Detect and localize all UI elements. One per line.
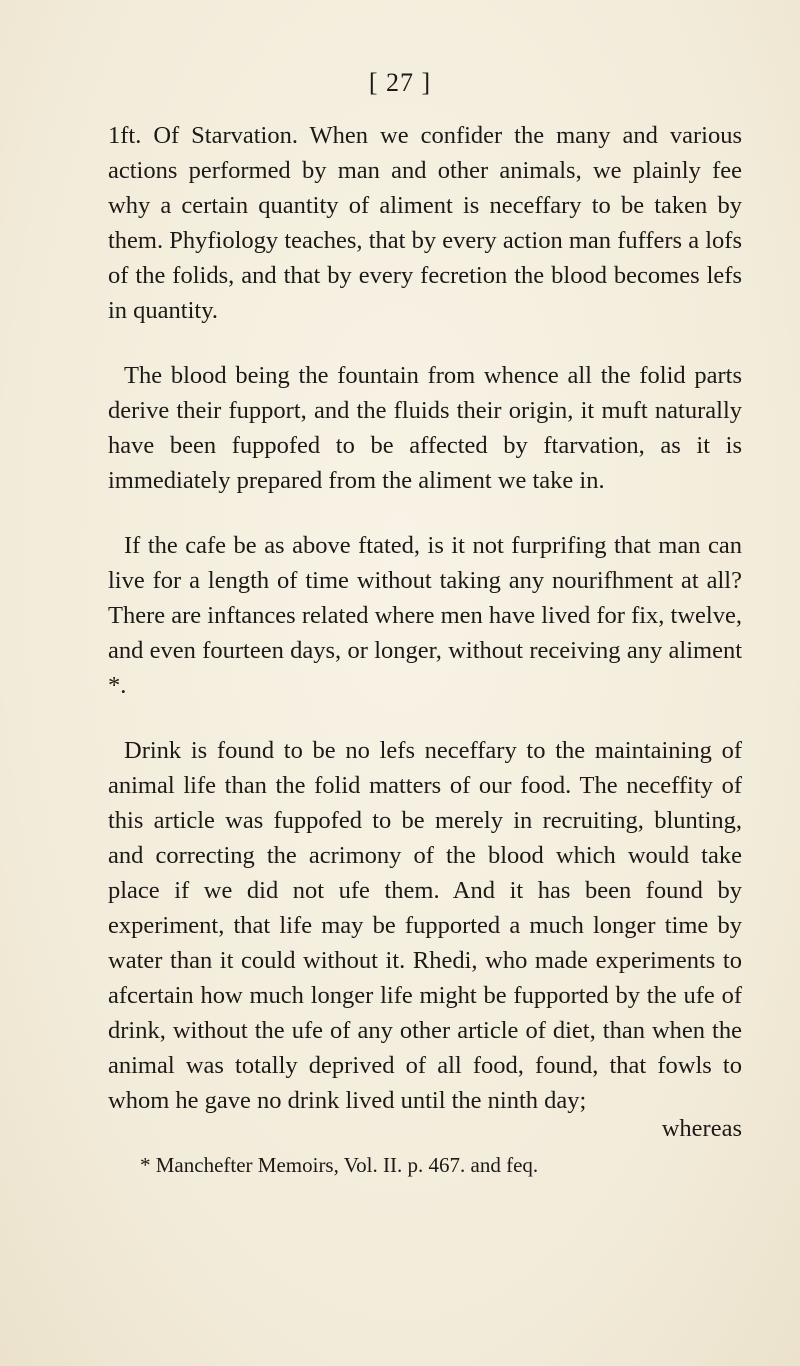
footnote: * Manchefter Memoirs, Vol. II. p. 467. and feq. [140, 1153, 539, 1177]
body-text [108, 118, 742, 1118]
page-number-header: [ 27 ] [368, 68, 432, 97]
paragraph-survival-without-food: If the cafe be as above ftated, is it not furprifing that man can live for a length of time without taking any nourifhment at all? There are inftances related where men have lived for fix, twelve, and even fourteen days, or longer, without receiving any aliment *. [108, 532, 742, 699]
catchword: whereas [661, 1115, 742, 1142]
paragraph-blood-fountain: The blood being the fountain from whence all the folid parts derive their fupport, and the fluids their origin, it muft naturally have been fuppofed to be affected by ftarvation, as it is immediately prepared from the aliment we take in. [108, 362, 742, 494]
paragraph-drink-necessity: Drink is found to be no lefs neceffary to the maintaining of animal life than the folid matters of our food. The neceffity of this article was fuppofed to be merely in recruiting, blunting, and correcting the acrimony of the blood which would take place if we did not ufe them. And it has been found by experiment, that life may be fupported a much longer time by water than it could without it. Rhedi, who made experiments to afcertain how much longer life might be fupported by the ufe of drink, without the ufe of any other article of diet, than when the animal was totally deprived of all food, found, that fowls to whom he gave no drink lived until the ninth day; [108, 737, 742, 1114]
paragraph-starvation-intro: 1ft. Of Starvation. When we confider the many and various actions performed by man and other animals, we plainly fee why a certain quantity of aliment is neceffary to be taken by them. Phyfiology teaches, that by every action man fuffers a lofs of the folids, and that by every fecretion the blood becomes lefs in quantity. [108, 122, 742, 324]
